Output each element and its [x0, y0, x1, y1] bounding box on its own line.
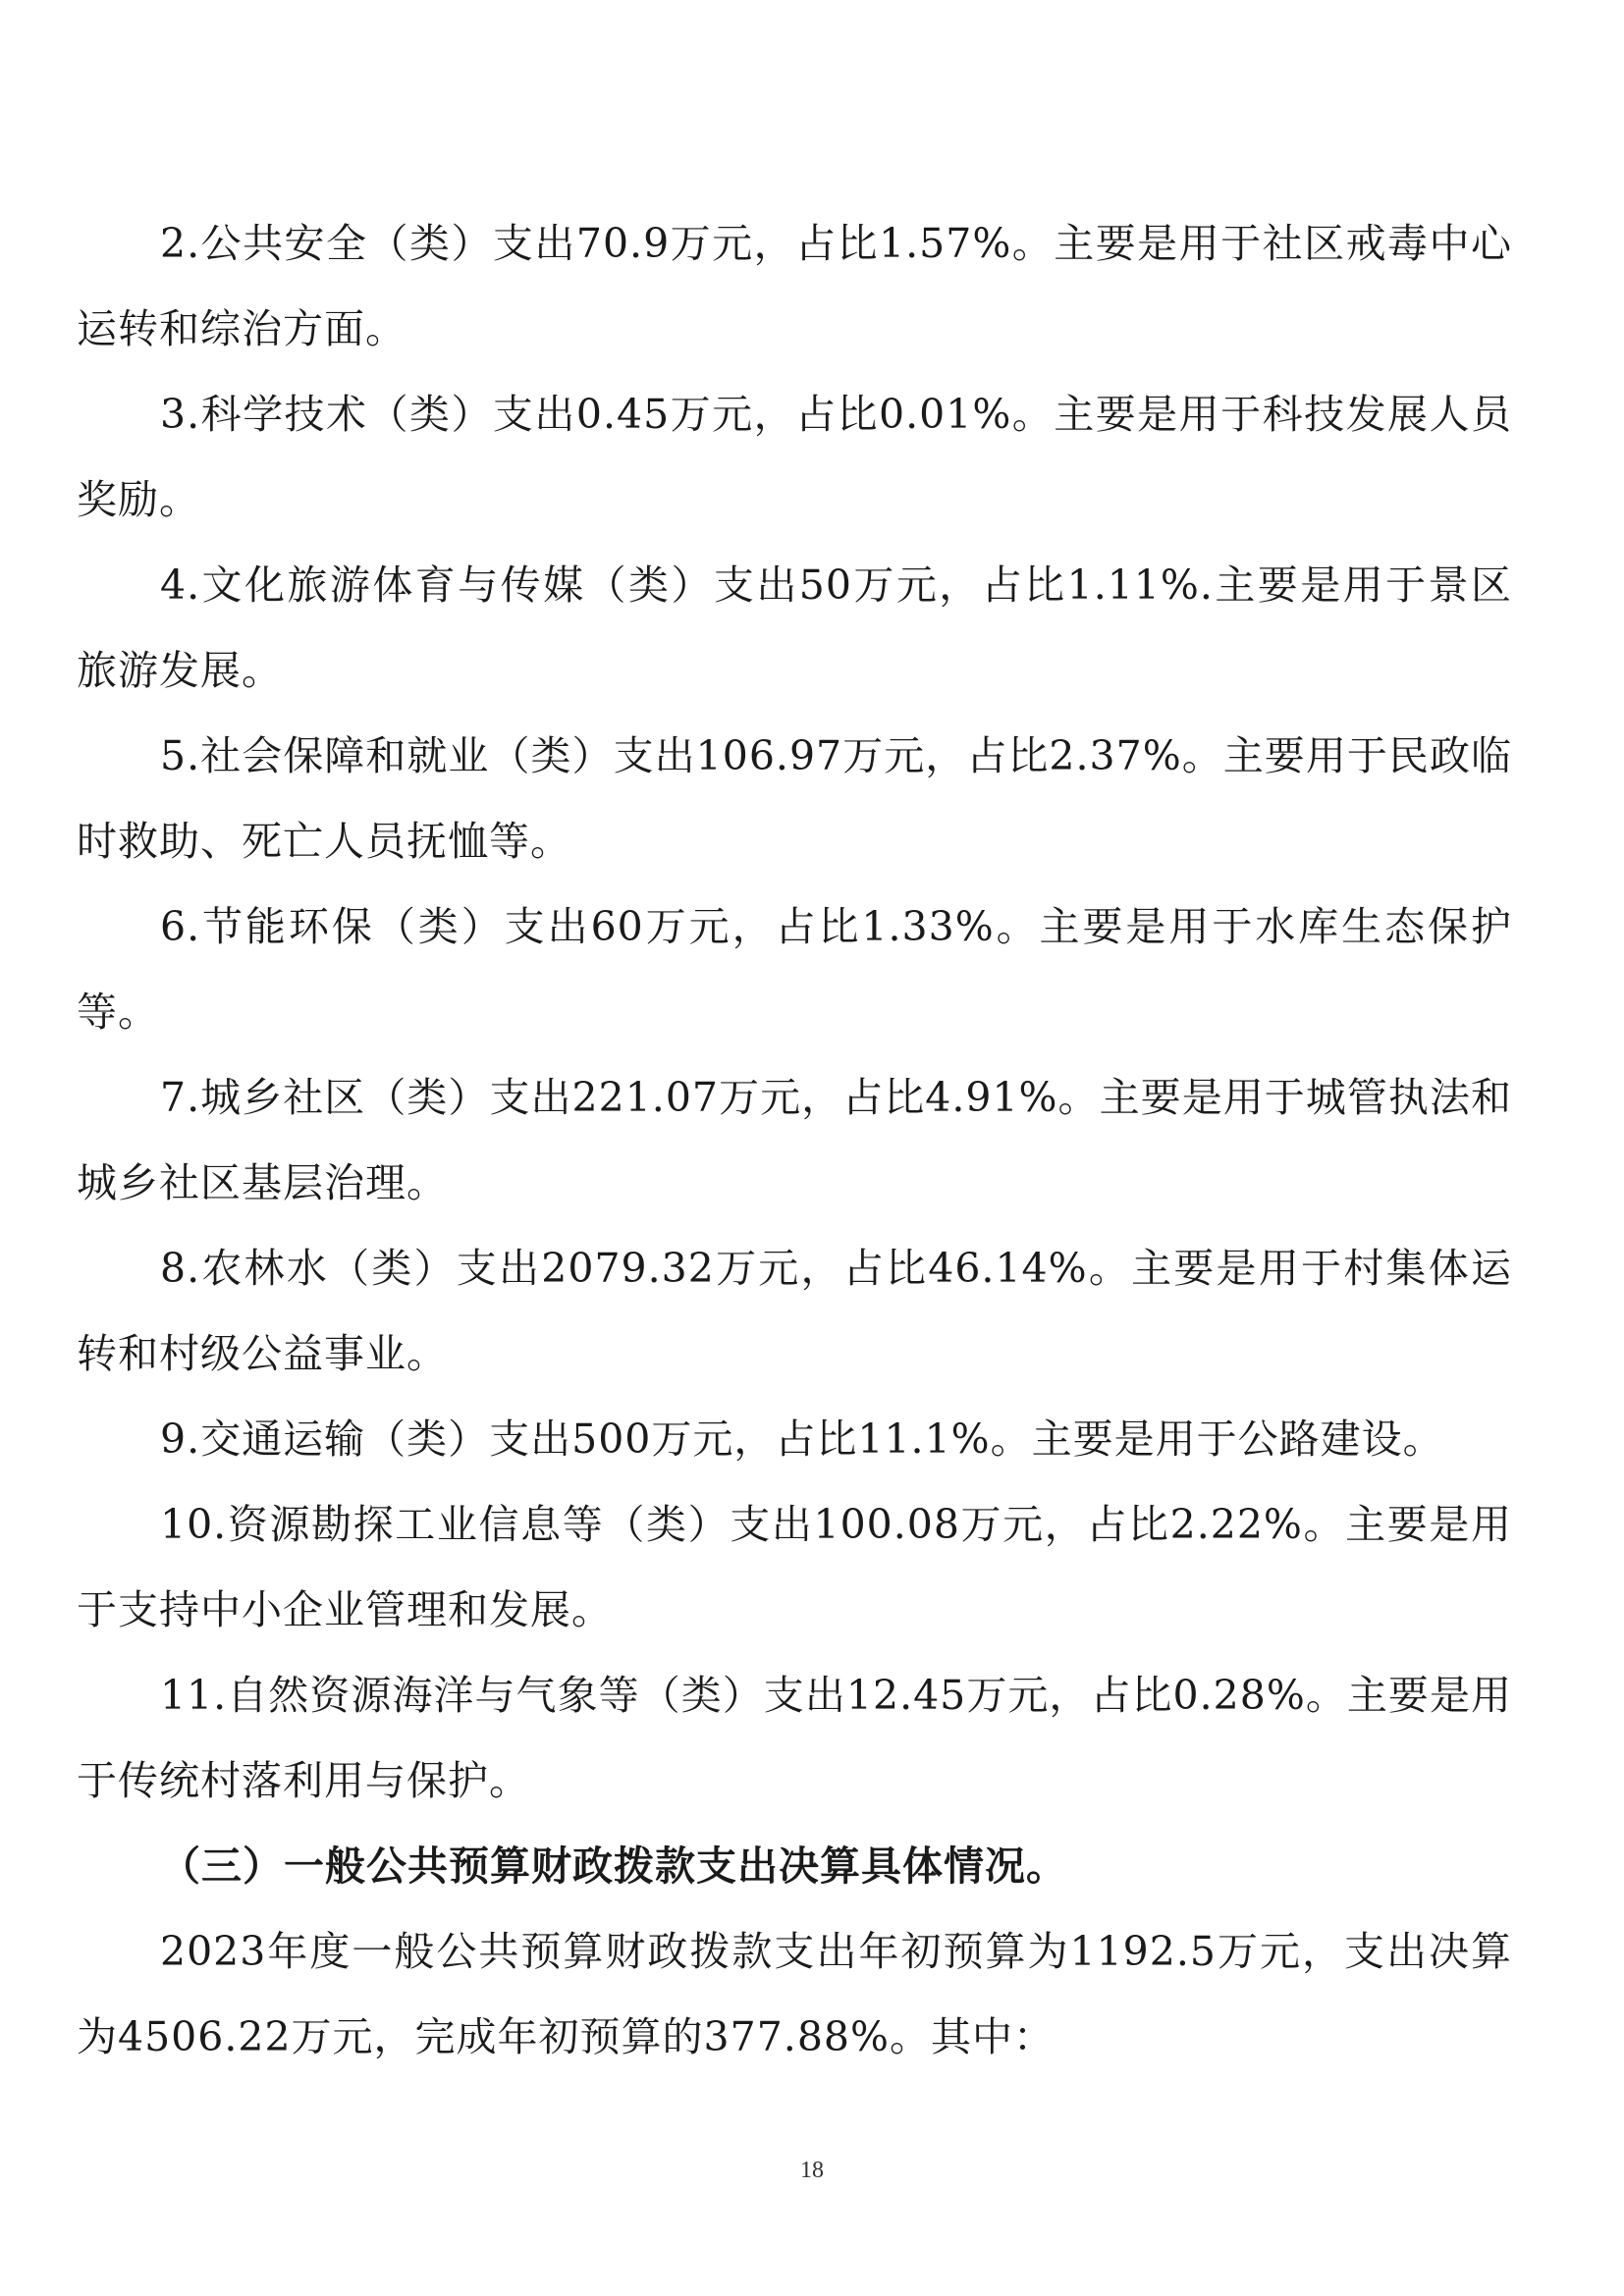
paragraph-science-technology: 3.科学技术（类）支出0.45万元，占比0.01%。主要是用于科技发展人员奖励。 — [77, 391, 1512, 523]
paragraph-social-security: 5.社会保障和就业（类）支出106.97万元，占比2.37%。主要用于民政临时救助、死亡人员抚恤等。 — [77, 732, 1512, 865]
paragraph-resources-industry: 10.资源勘探工业信息等（类）支出100.08万元，占比2.22%。主要是用于支持中小企业管理和发展。 — [77, 1501, 1512, 1633]
paragraph-energy-environment: 6.节能环保（类）支出60万元，占比1.33%。主要是用于水库生态保护等。 — [77, 903, 1512, 1036]
paragraph-natural-resources: 11.自然资源海洋与气象等（类）支出12.45万元，占比0.28%。主要是用于传统村落利用与保护。 — [77, 1672, 1512, 1804]
paragraph-budget-summary: 2023年度一般公共预算财政拨款支出年初预算为1192.5万元，支出决算为4506.22万元，完成年初预算的377.88%。其中： — [77, 1928, 1512, 2060]
paragraph-agriculture: 8.农林水（类）支出2079.32万元，占比46.14%。主要是用于村集体运转和村级公益事业。 — [77, 1245, 1512, 1377]
page-number: 18 — [800, 2158, 824, 2183]
paragraph-urban-rural: 7.城乡社区（类）支出221.07万元，占比4.91%。主要是用于城管执法和城乡社区基层治理。 — [77, 1074, 1512, 1206]
section-heading: （三）一般公共预算财政拨款支出决算具体情况。 — [160, 1842, 1067, 1890]
body-text — [77, 201, 1512, 2080]
paragraph-culture-tourism: 4.文化旅游体育与传媒（类）支出50万元，占比1.11%.主要是用于景区旅游发展。 — [77, 561, 1512, 694]
paragraph-public-safety: 2.公共安全（类）支出70.9万元，占比1.57%。主要是用于社区戒毒中心运转和综治方面。 — [77, 220, 1512, 352]
paragraph-transportation: 9.交通运输（类）支出500万元，占比11.1%。主要是用于公路建设。 — [160, 1415, 1444, 1463]
